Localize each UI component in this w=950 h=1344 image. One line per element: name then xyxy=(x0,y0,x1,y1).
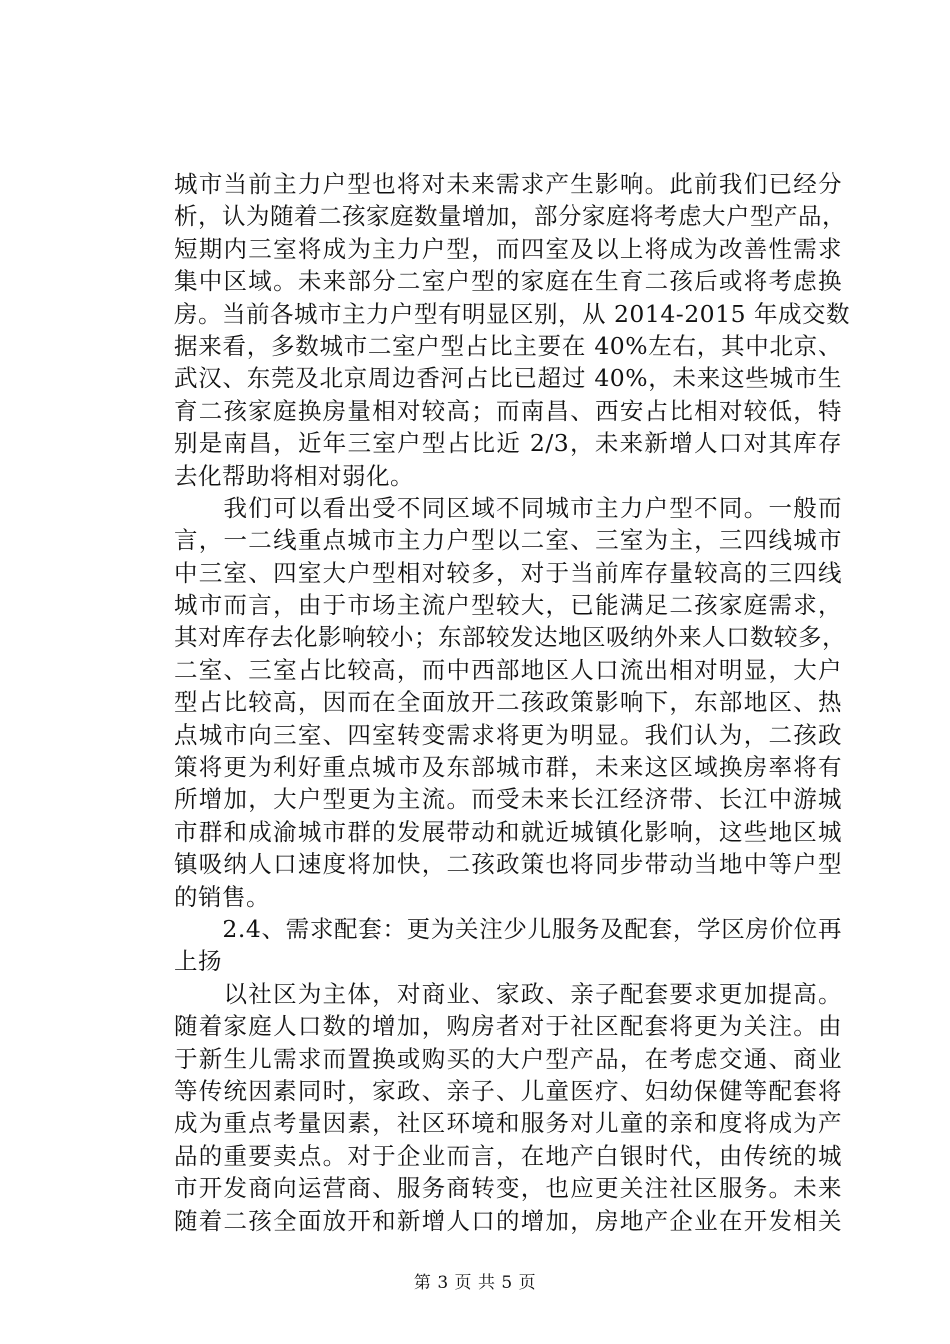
text-line: 2.4、需求配套：更为关注少儿服务及配套，学区房价位再 xyxy=(174,914,842,943)
text-line: 镇吸纳人口速度将加快，二孩政策也将同步带动当地中等户型 xyxy=(174,850,842,879)
text-line: 随着家庭人口数的增加，购房者对于社区配套将更为关注。由 xyxy=(174,1012,842,1041)
text-line: 育二孩家庭换房量相对较高；而南昌、西安占比相对较低，特 xyxy=(174,396,842,425)
text-line: 析，认为随着二孩家庭数量增加，部分家庭将考虑大户型产品， xyxy=(174,202,846,231)
text-line: 品的重要卖点。对于企业而言，在地产白银时代，由传统的城 xyxy=(174,1141,842,1170)
page-footer: 第 3 页 共 5 页 xyxy=(413,1273,537,1293)
text-line: 等传统因素同时，家政、亲子、儿童医疗、妇幼保健等配套将 xyxy=(174,1076,842,1105)
text-line: 房。当前各城市主力户型有明显区别，从 2014-2015 年成交数 xyxy=(174,299,850,328)
text-line: 的销售。 xyxy=(174,882,270,911)
text-line: 于新生儿需求而置换或购买的大户型产品，在考虑交通、商业 xyxy=(174,1044,842,1073)
text-line: 集中区域。未来部分二室户型的家庭在生育二孩后或将考虑换 xyxy=(174,267,842,296)
text-line: 去化帮助将相对弱化。 xyxy=(174,461,414,490)
text-line: 其对库存去化影响较小；东部较发达地区吸纳外来人口数较多， xyxy=(174,623,846,652)
text-line: 市群和成渝城市群的发展带动和就近城镇化影响，这些地区城 xyxy=(174,817,842,846)
text-line: 市开发商向运营商、服务商转变，也应更关注社区服务。未来 xyxy=(174,1174,842,1203)
text-line: 武汉、东莞及北京周边香河占比已超过 40%，未来这些城市生 xyxy=(174,364,842,393)
text-line: 二室、三室占比较高，而中西部地区人口流出相对明显，大户 xyxy=(174,655,842,684)
text-line: 别是南昌，近年三室户型占比近 2/3，未来新增人口对其库存 xyxy=(174,429,842,458)
text-line: 城市当前主力户型也将对未来需求产生影响。此前我们已经分 xyxy=(174,170,842,198)
text-line: 所增加，大户型更为主流。而受未来长江经济带、长江中游城 xyxy=(174,785,842,814)
text-line: 我们可以看出受不同区域不同城市主力户型不同。一般而 xyxy=(174,493,842,522)
document-body xyxy=(174,168,850,1237)
text-line: 短期内三室将成为主力户型，而四室及以上将成为改善性需求 xyxy=(174,234,842,263)
text-line: 成为重点考量因素，社区环境和服务对儿童的亲和度将成为产 xyxy=(174,1109,842,1138)
text-line: 言，一二线重点城市主力户型以二室、三室为主，三四线城市 xyxy=(174,526,842,555)
text-line: 以社区为主体，对商业、家政、亲子配套要求更加提高。 xyxy=(174,979,842,1008)
text-line: 城市而言，由于市场主流户型较大，已能满足二孩家庭需求， xyxy=(174,591,842,620)
text-line: 随着二孩全面放开和新增人口的增加，房地产企业在开发相关 xyxy=(174,1206,842,1235)
text-line: 点城市向三室、四室转变需求将更为明显。我们认为，二孩政 xyxy=(174,720,842,749)
text-line: 据来看，多数城市二室户型占比主要在 40%左右，其中北京、 xyxy=(174,331,842,360)
text-line: 型占比较高，因而在全面放开二孩政策影响下，东部地区、热 xyxy=(174,688,842,717)
text-line: 策将更为利好重点城市及东部城市群，未来这区域换房率将有 xyxy=(174,753,842,782)
text-line: 中三室、四室大户型相对较多，对于当前库存量较高的三四线 xyxy=(174,558,842,587)
text-line: 上扬 xyxy=(174,947,222,976)
